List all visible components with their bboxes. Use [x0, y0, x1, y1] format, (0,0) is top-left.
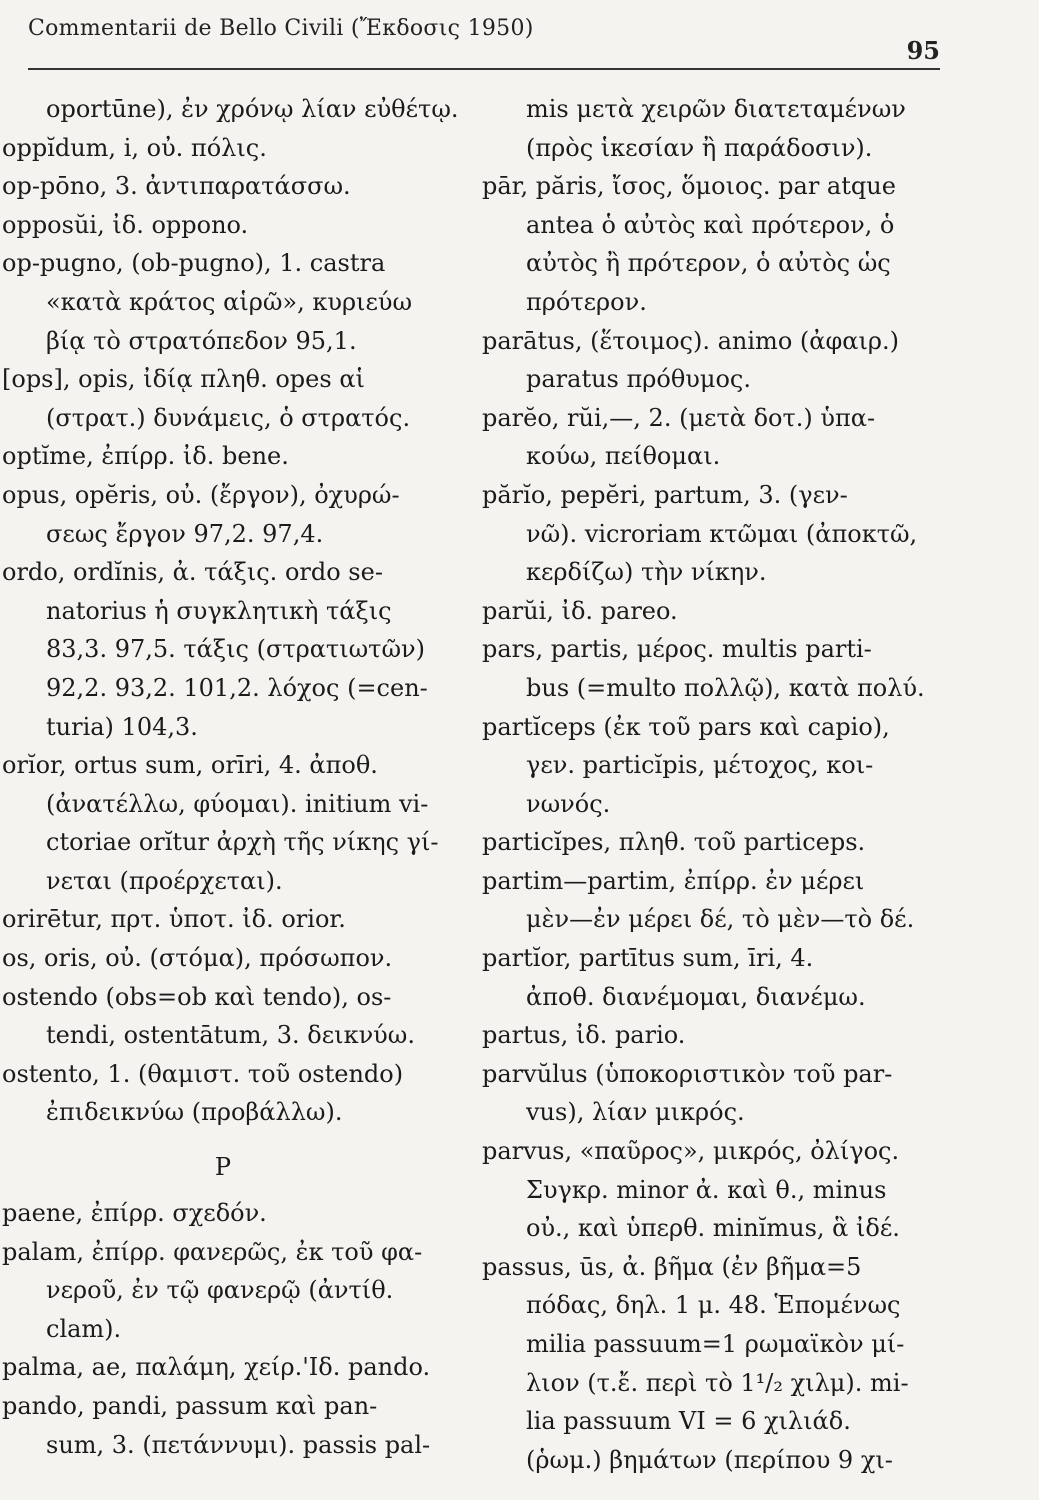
- dictionary-line: milia passuum=1 ρωμαϊκὸν μί-: [526, 1330, 905, 1358]
- dictionary-line: αὐτὸς ἢ πρότερον, ὁ αὐτὸς ὡς: [526, 249, 891, 278]
- dictionary-line: parvus, «παῦρος», μικρός, ὀλίγος.: [482, 1137, 900, 1166]
- dictionary-line: μὲν—ἐν μέρει δέ, τὸ μὲν—τὸ δέ.: [526, 905, 915, 934]
- dictionary-line: Συγκρ. minor ἀ. καὶ θ., minus: [526, 1175, 887, 1204]
- dictionary-line: parĕo, rŭi,—, 2. (μετὰ δοτ.) ὑπα-: [482, 403, 876, 432]
- dictionary-line: opposŭi, ἰδ. oppono.: [2, 210, 249, 239]
- dictionary-line: partĭor, partītus sum, īri, 4.: [482, 944, 814, 973]
- dictionary-line: πόδας, δηλ. 1 μ. 48. Ἑπομένως: [526, 1291, 901, 1320]
- dictionary-line: 83,3. 97,5. τάξις (στρατιωτῶν): [46, 635, 425, 664]
- running-header: [28, 12, 940, 70]
- dictionary-line: passus, ūs, ἀ. βῆμα (ἐν βῆμα=5: [482, 1252, 862, 1281]
- dictionary-line: vus), λίαν μικρός.: [526, 1098, 745, 1127]
- dictionary-line: parŭi, ἰδ. pareo.: [482, 596, 678, 625]
- dictionary-line: ordo, ordĭnis, ἀ. τάξις. ordo se-: [2, 558, 383, 587]
- page-number: 95: [906, 36, 940, 65]
- dictionary-line: pando, pandi, passum καὶ pan-: [2, 1392, 378, 1420]
- dictionary-line: parātus, (ἕτοιμος). animo (ἀφαιρ.): [482, 326, 899, 355]
- dictionary-line: (ἀνατέλλω, φύομαι). initium vi-: [46, 789, 429, 818]
- dictionary-line: 92,2. 93,2. 101,2. λόχος (=cen-: [46, 673, 428, 702]
- dictionary-line: κούω, πείθομαι.: [526, 442, 721, 471]
- dictionary-line: antea ὁ αὐτὸς καὶ πρότερον, ὁ: [526, 210, 895, 239]
- dictionary-line: palam, ἐπίρρ. φανερῶς, ἐκ τοῦ φα-: [2, 1237, 423, 1266]
- dictionary-line: turia) 104,3.: [46, 712, 198, 741]
- dictionary-line: λιον (τ.ἔ. περὶ τὸ 1¹/₂ χιλμ). mi-: [526, 1368, 909, 1397]
- dictionary-line: νῶ). vicroriam κτῶμαι (ἀποκτῶ,: [526, 519, 918, 548]
- dictionary-line: partim—partim, ἐπίρρ. ἐν μέρει: [482, 866, 865, 895]
- dictionary-line: ἐπιδεικνύω (προβάλλω).: [46, 1098, 343, 1127]
- dictionary-line: νεροῦ, ἐν τῷ φανερῷ (ἀντίθ.: [46, 1276, 394, 1305]
- dictionary-line: palma, ae, παλάμη, χείρ.'Ιδ. pando.: [2, 1353, 431, 1382]
- dictionary-line: νεται (προέρχεται).: [46, 866, 283, 895]
- dictionary-line: κερδίζω) τὴν νίκην.: [526, 558, 767, 587]
- dictionary-line: optĭme, ἐπίρρ. ἰδ. bene.: [2, 442, 289, 471]
- dictionary-line: clam).: [46, 1314, 122, 1343]
- dictionary-line: (στρατ.) δυνάμεις, ὁ στρατός.: [46, 403, 411, 432]
- dictionary-line: partus, ἰδ. pario.: [482, 1021, 686, 1050]
- dictionary-line: νωνός.: [526, 789, 611, 818]
- dictionary-line: paene, ἐπίρρ. σχεδόν.: [2, 1199, 267, 1228]
- dictionary-line: orirētur, πρτ. ὑποτ. ἰδ. orior.: [2, 905, 346, 934]
- dictionary-line: particĭpes, πληθ. τοῦ particeps.: [482, 828, 866, 857]
- left-column: [2, 90, 464, 1464]
- dictionary-line: «κατὰ κράτος αἱρῶ», κυριεύω: [46, 287, 413, 316]
- dictionary-line: ctoriae orĭtur ἀρχὴ τῆς νίκης γί-: [46, 828, 439, 857]
- dictionary-line: op-pugno, (ob-pugno), 1. castra: [2, 249, 386, 278]
- dictionary-line: orĭor, ortus sum, orīri, 4. ἀποθ.: [2, 751, 378, 780]
- right-column: [482, 90, 938, 1479]
- dictionary-line: ἀποθ. διανέμομαι, διανέμω.: [526, 982, 866, 1011]
- dictionary-line: tendi, ostentātum, 3. δεικνύω.: [46, 1021, 415, 1050]
- dictionary-line: părĭo, pepĕri, partum, 3. (γεν-: [482, 480, 848, 509]
- dictionary-line: os, oris, οὐ. (στόμα), πρόσωπον.: [2, 944, 393, 973]
- dictionary-line: βίᾳ τὸ στρατόπεδον 95,1.: [46, 326, 357, 355]
- dictionary-line: pars, partis, μέρος. multis parti-: [482, 635, 872, 664]
- dictionary-line: natorius ἡ συγκλητικὴ τάξις: [46, 596, 392, 625]
- dictionary-line: bus (=multo πολλῷ), κατὰ πολύ.: [526, 673, 925, 702]
- dictionary-line: οὐ., καὶ ὑπερθ. minĭmus, ἃ ἰδέ.: [526, 1214, 900, 1243]
- dictionary-line: lia passuum VI = 6 χιλιάδ.: [526, 1407, 851, 1436]
- dictionary-line: ostento, 1. (θαμιστ. τοῦ ostendo): [2, 1059, 404, 1088]
- dictionary-line: paratus πρόθυμος.: [526, 365, 751, 394]
- dictionary-line: (πρὸς ἱκεσίαν ἢ παράδοσιν).: [526, 133, 873, 162]
- dictionary-line: σεως ἔργον 97,2. 97,4.: [46, 519, 324, 548]
- dictionary-line: πρότερον.: [526, 287, 647, 316]
- dictionary-line: oppĭdum, i, οὐ. πόλις.: [2, 133, 267, 162]
- dictionary-line: sum, 3. (πετάννυμι). passis pal-: [46, 1430, 431, 1459]
- dictionary-line: partĭceps (ἐκ τοῦ pars καὶ capio),: [482, 712, 890, 741]
- dictionary-line: parvŭlus (ὑποκοριστικὸν τοῦ par-: [482, 1059, 893, 1088]
- dictionary-line: [ops], opis, ἰδίᾳ πληθ. opes αἱ: [2, 365, 365, 394]
- dictionary-line: pār, păris, ἴσος, ὅμοιος. par atque: [482, 172, 896, 201]
- dictionary-line: γεν. particĭpis, μέτοχος, κοι-: [526, 751, 874, 780]
- dictionary-line: op-pōno, 3. ἀντιπαρατάσσω.: [2, 172, 351, 201]
- section-letter: P: [214, 1153, 232, 1182]
- running-title: Commentarii de Bello Civili (Ἔκδοσις 1950): [28, 16, 534, 41]
- dictionary-line: (ῥωμ.) βημάτων (περίπου 9 χι-: [526, 1445, 893, 1474]
- dictionary-line: opus, opĕris, οὐ. (ἔργον), ὀχυρώ-: [2, 480, 400, 509]
- dictionary-line: mis μετὰ χειρῶν διατεταμένων: [526, 95, 906, 123]
- dictionary-line: oportūne), ἐν χρόνῳ λίαν εὐθέτῳ.: [46, 95, 459, 123]
- dictionary-line: ostendo (obs=ob καὶ tendo), os-: [2, 982, 392, 1011]
